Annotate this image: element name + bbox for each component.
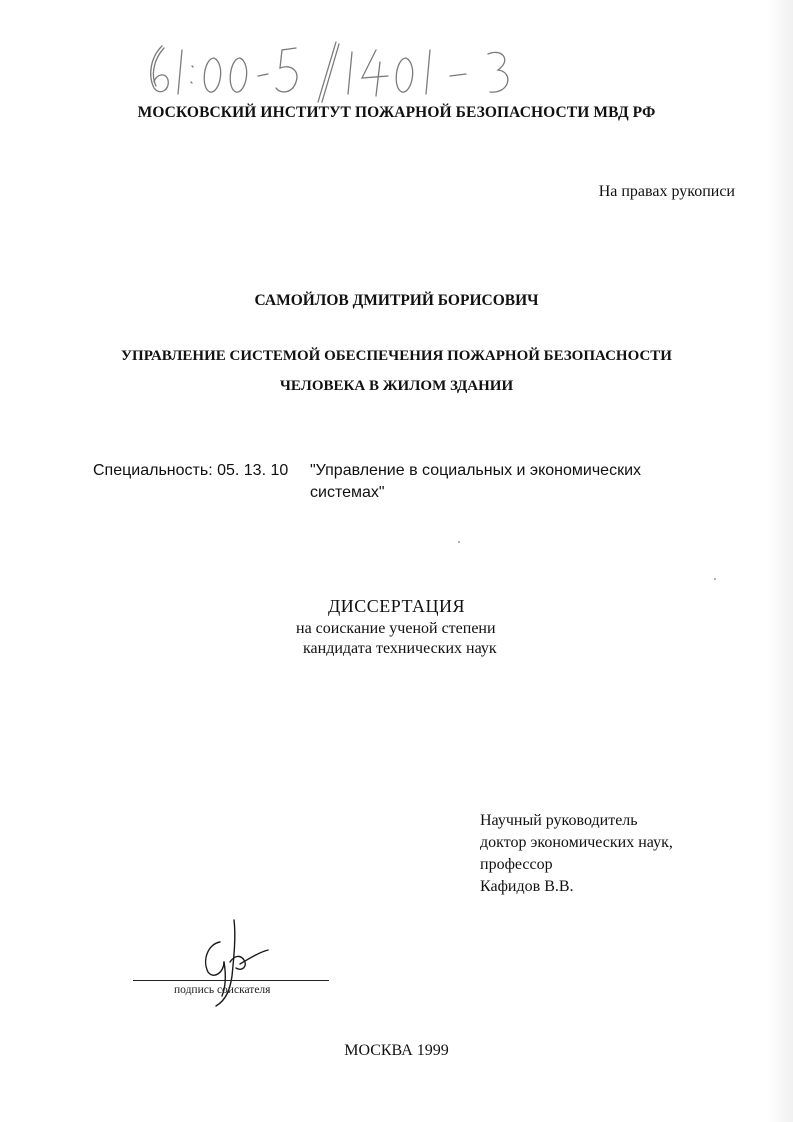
scan-speck — [714, 578, 716, 580]
city-year: МОСКВА 1999 — [344, 1042, 449, 1059]
scan-speck — [458, 541, 460, 543]
supervisor-rank: профессор — [480, 856, 553, 873]
thesis-title-line-1: УПРАВЛЕНИЕ СИСТЕМОЙ ОБЕСПЕЧЕНИЯ ПОЖАРНОЙ БЕЗОПАСНОСТИ — [121, 348, 672, 364]
thesis-title-line-2: ЧЕЛОВЕКА В ЖИЛОМ ЗДАНИИ — [279, 378, 514, 394]
specialty-name-line-2: системах" — [310, 484, 385, 501]
rights-note: На правах рукописи — [598, 183, 735, 200]
dissertation-degree-line-1: на соискание ученой степени — [296, 620, 496, 637]
dissertation-degree-line-2: кандидата технических наук — [303, 640, 497, 657]
dissertation-heading: ДИССЕРТАЦИЯ — [327, 596, 466, 616]
supervisor-degree: доктор экономических наук, — [480, 834, 673, 851]
signature-caption: подпись соискателя — [174, 984, 271, 996]
specialty-label: Специальность: 05. 13. 10 — [93, 462, 289, 479]
institute-name: МОСКОВСКИЙ ИНСТИТУТ ПОЖАРНОЙ БЕЗОПАСНОСТИ МВД РФ — [137, 104, 656, 121]
author-name: САМОЙЛОВ ДМИТРИЙ БОРИСОВИЧ — [254, 292, 539, 309]
signature-line — [133, 980, 329, 981]
archive-number-handwritten — [140, 36, 580, 106]
supervisor-role: Научный руководитель — [480, 812, 638, 829]
scan-edge-shadow — [767, 0, 793, 1122]
handwritten-archive-number-drawing — [140, 36, 580, 106]
specialty-name-line-1: "Управление в социальных и экономических — [310, 462, 642, 479]
supervisor-name: Кафидов В.В. — [480, 878, 574, 895]
